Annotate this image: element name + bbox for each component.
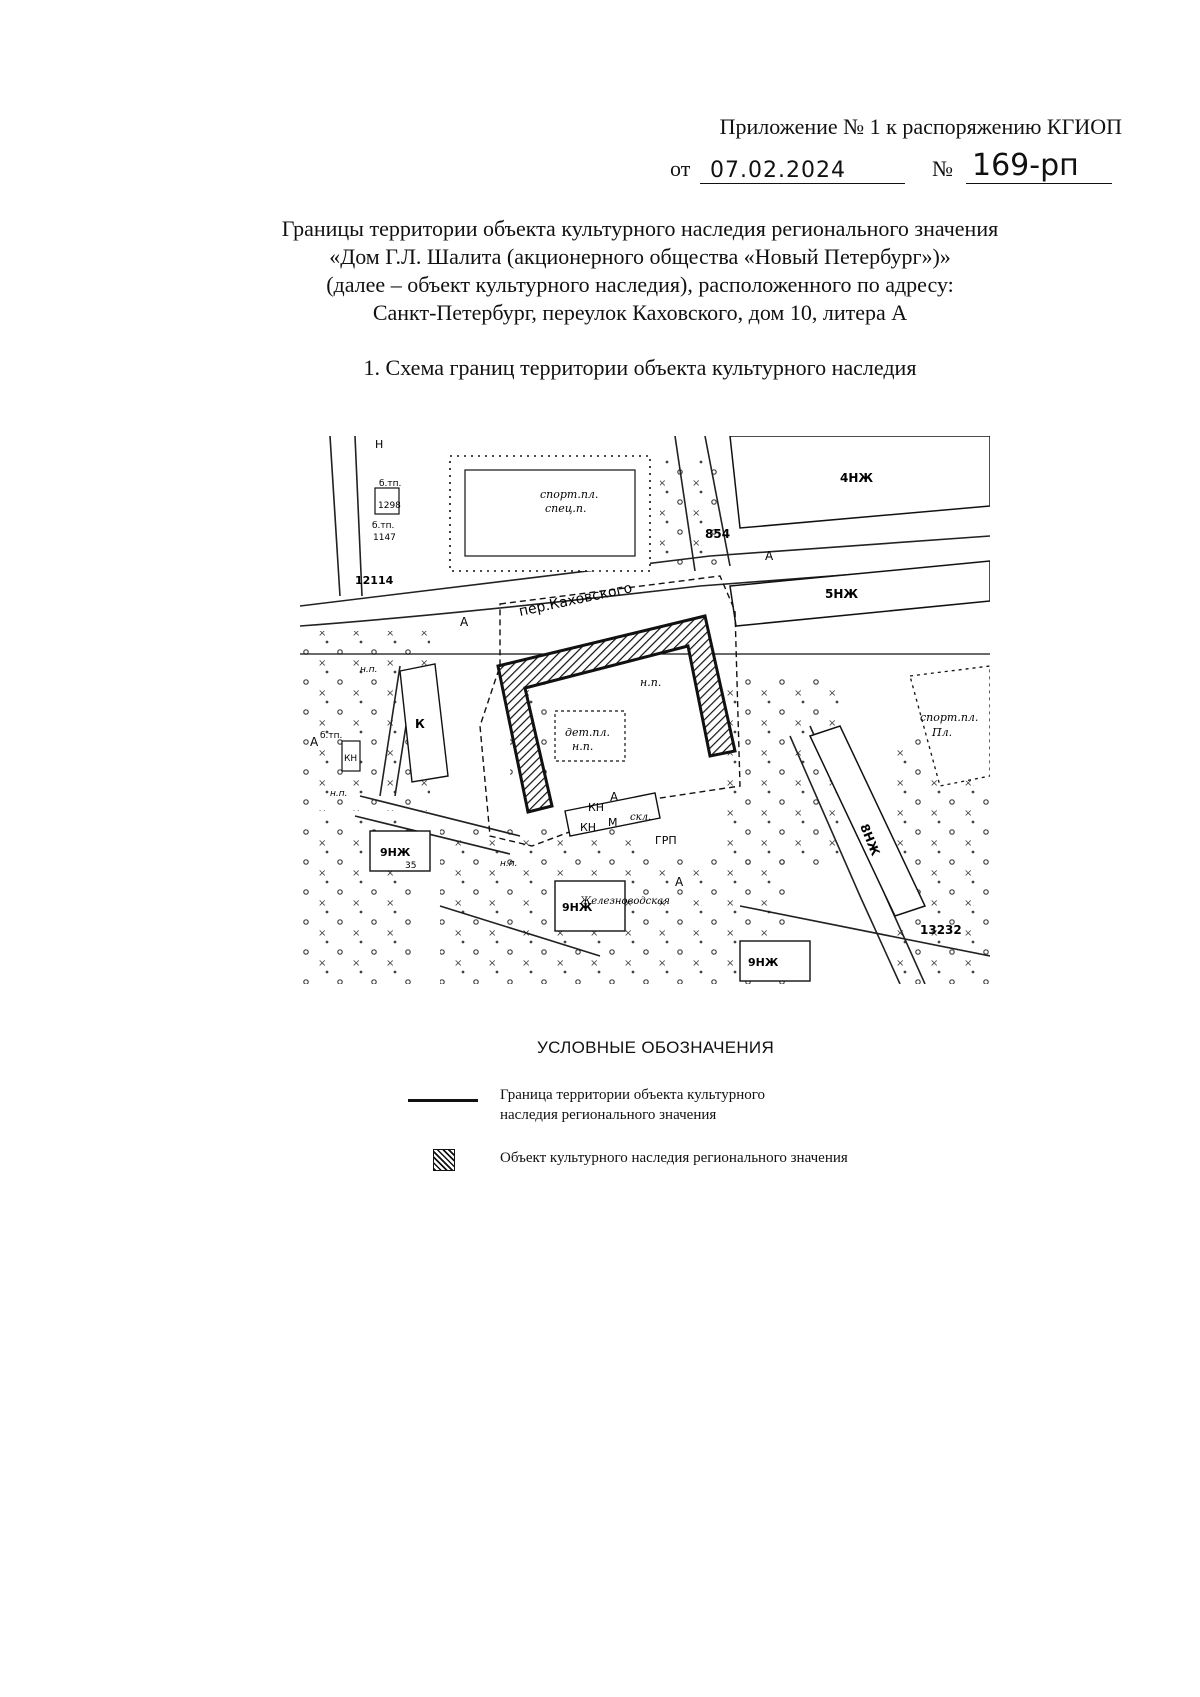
legend-boundary-swatch	[408, 1099, 478, 1102]
label-n35: 35	[405, 861, 417, 871]
legend-boundary-text	[500, 1085, 900, 1125]
section-heading: 1. Схема границ территории объекта культурного наследия	[363, 355, 917, 380]
label-btp2-num: 1147	[373, 533, 396, 543]
label-zh9-3: 9НЖ	[748, 956, 779, 969]
map-svg	[300, 436, 990, 984]
building-4nzh	[705, 436, 990, 541]
label-zh9-2: 9НЖ	[562, 901, 593, 914]
label-kn1: КН	[580, 821, 597, 834]
label-k-top: Н	[375, 438, 384, 451]
label-np-left2: н.п.	[330, 789, 348, 799]
label-spec: спец.п.	[545, 502, 587, 515]
label-zh9-1: 9НЖ	[380, 846, 411, 859]
label-a2: А	[310, 735, 319, 749]
number-prefix: №	[932, 156, 953, 181]
title-line-4: Санкт-Петербург, переулок Каховского, дом 10, литера А	[372, 300, 908, 325]
label-n854: 854	[705, 527, 731, 541]
label-a4: А	[765, 549, 774, 563]
boundary-map	[300, 436, 990, 984]
label-pl: Пл.	[932, 726, 953, 739]
building-9nzh-left	[370, 831, 430, 871]
label-btp3: б.тп.	[320, 731, 343, 741]
label-np-center: н.п.	[572, 740, 594, 753]
label-grp: ГРП	[655, 834, 677, 847]
legend-object-text: Объект культурного наследия регионального значения	[500, 1150, 848, 1166]
building-9nzh-right	[740, 941, 810, 981]
title-line-2: «Дом Г.Л. Шалита (акционерного общества «Новый Петербург»)»	[329, 244, 951, 269]
label-btp1-num: 1298	[378, 501, 401, 511]
order-date-line	[670, 148, 1110, 188]
label-a3: А	[460, 615, 469, 629]
legend-title: УСЛОВНЫЕ ОБОЗНАЧЕНИЯ	[537, 1038, 775, 1057]
label-n13232: 13232	[920, 923, 962, 937]
title-line-1: Границы территории объекта культурного наследия регионального значения	[281, 216, 999, 241]
label-det: дет.пл.	[565, 726, 610, 739]
label-n12114: 12114	[355, 574, 394, 587]
document-title	[200, 215, 1080, 327]
label-kn2: КН	[588, 801, 605, 814]
label-sport1: спорт.пл.	[540, 488, 599, 501]
label-btp1: б.тп.	[379, 479, 402, 489]
label-np-left: н.п.	[360, 665, 378, 675]
playground	[555, 676, 661, 804]
building-5nzh	[730, 561, 990, 626]
legend-object-swatch	[433, 1149, 455, 1171]
label-zhelez: Железноводская	[580, 896, 670, 907]
label-skl: скл.	[630, 812, 652, 823]
date-prefix: от	[670, 156, 691, 181]
label-zh8: 8НЖ	[857, 821, 883, 858]
label-a5: А	[675, 875, 684, 889]
label-np-courtyard: н.п.	[640, 676, 662, 689]
label-zh5: 5НЖ	[825, 587, 859, 601]
label-np-bottom: н.п.	[500, 859, 518, 869]
label-kn-left: КН	[344, 754, 358, 764]
label-k-left: К	[415, 717, 425, 731]
appendix-heading: Приложение № 1 к распоряжению КГИОП	[719, 114, 1122, 139]
label-m: М	[608, 816, 618, 829]
street-label: пер.Каховского	[517, 580, 634, 620]
label-btp2: б.тп.	[372, 521, 395, 531]
label-zh4: 4НЖ	[840, 471, 874, 485]
label-sport2: спорт.пл.	[920, 711, 979, 724]
title-line-3: (далее – объект культурного наследия), расположенного по адресу:	[326, 272, 954, 297]
order-date: 07.02.2024	[700, 158, 905, 184]
legend-boundary-line1: Граница территории объекта культурного	[500, 1087, 766, 1103]
sports-field-top	[450, 456, 650, 571]
order-number: 169-рп	[966, 149, 1112, 184]
legend-boundary-line2: наследия регионального значения	[500, 1107, 717, 1123]
label-a-courtyard: А	[610, 790, 619, 804]
